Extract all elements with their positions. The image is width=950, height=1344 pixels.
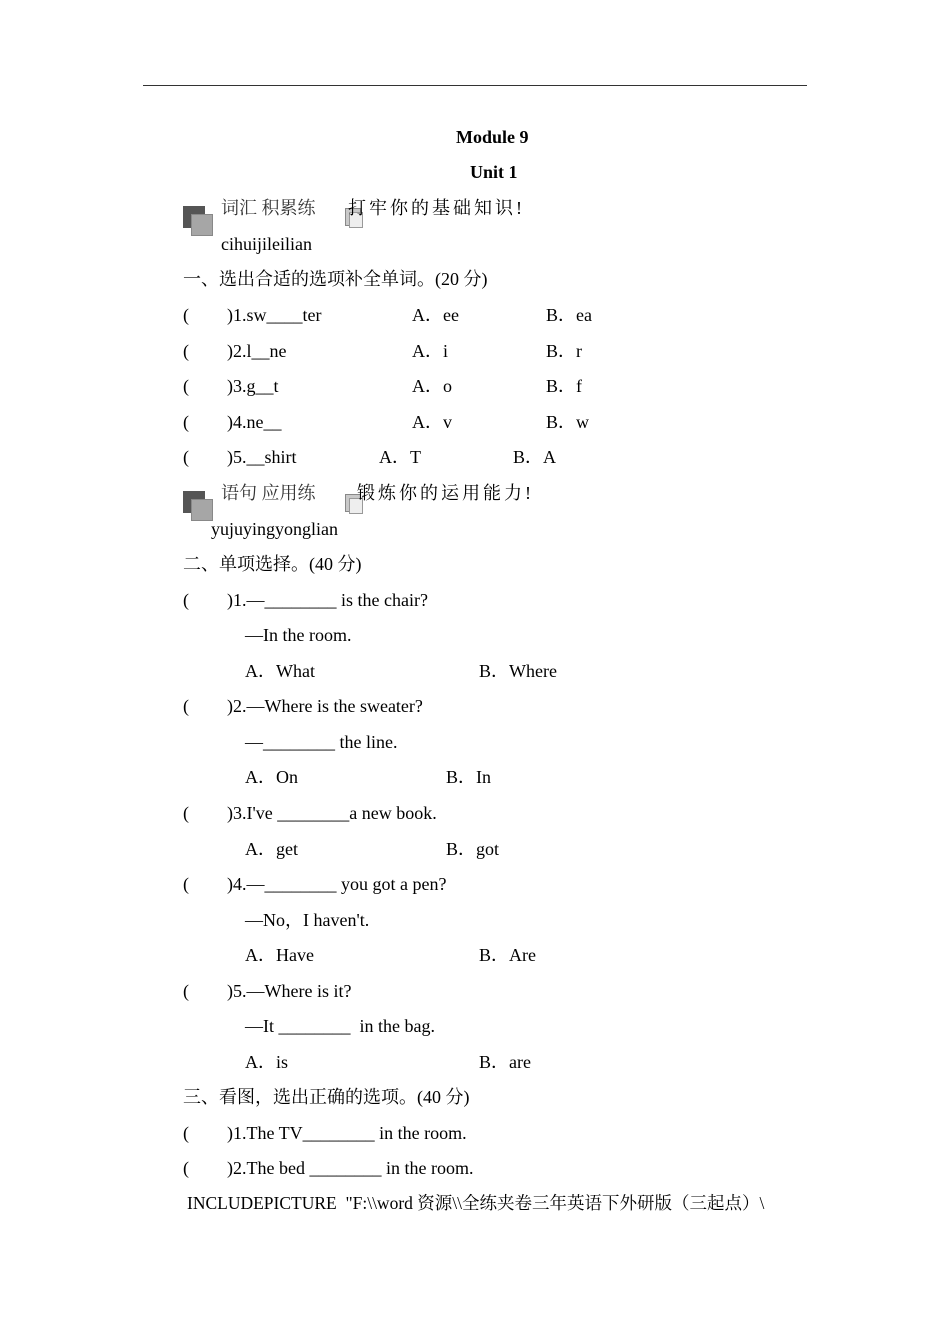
- question-text: )4.ne__: [227, 412, 282, 432]
- section-vocab-pinyin: cihuijileilian: [221, 234, 312, 254]
- part2-title: 二、单项选择。(40 分): [183, 554, 362, 574]
- option-a: A．v: [412, 412, 452, 432]
- section-badge-icon: [183, 206, 213, 236]
- header-rule: [143, 85, 807, 86]
- answer-paren: (: [183, 412, 189, 432]
- question-text: )2.l__ne: [227, 341, 287, 361]
- option-a: A．i: [412, 341, 448, 361]
- question-text: )1.The TV________ in the room.: [227, 1123, 467, 1143]
- reply-text: —It ________ in the bag.: [245, 1016, 435, 1036]
- option-a: A．On: [245, 767, 298, 787]
- section-sentence-pinyin: yujuyingyonglian: [211, 519, 338, 539]
- question-text: )1.—________ is the chair?: [227, 590, 428, 610]
- option-b: B．r: [546, 341, 582, 361]
- reply-text: —________ the line.: [245, 732, 398, 752]
- option-a: A．is: [245, 1052, 289, 1072]
- option-a: A．ee: [412, 305, 459, 325]
- section-vocab-slogan: 打牢你的基础知识!: [348, 198, 525, 218]
- option-a: A．Have: [245, 945, 314, 965]
- include-picture-field: INCLUDEPICTURE "F:\\word 资源\\全练夹卷三年英语下外研版（三起点）\: [187, 1193, 765, 1213]
- answer-paren: (: [183, 305, 189, 325]
- option-a: A．o: [412, 376, 452, 396]
- question-text: )3.I've ________a new book.: [227, 803, 437, 823]
- section-sentence-label: 语句 应用练: [221, 483, 316, 503]
- section-vocab-label: 词汇 积累练: [221, 198, 316, 218]
- option-b: B．got: [446, 839, 500, 859]
- option-a: A．T: [379, 447, 421, 467]
- option-b: B．Where: [479, 661, 557, 681]
- reply-text: —In the room.: [245, 625, 352, 645]
- reply-text: —No，I haven't.: [245, 910, 370, 930]
- answer-paren: (: [183, 874, 189, 894]
- option-a: A．get: [245, 839, 298, 859]
- section-sentence-slogan: 锻炼你的运用能力!: [357, 483, 534, 503]
- answer-paren: (: [183, 447, 189, 467]
- option-b: B．w: [546, 412, 590, 432]
- answer-paren: (: [183, 376, 189, 396]
- answer-paren: (: [183, 696, 189, 716]
- option-b: B．Are: [479, 945, 536, 965]
- unit-title: Unit 1: [470, 162, 518, 182]
- answer-paren: (: [183, 981, 189, 1001]
- option-b: B．f: [546, 376, 582, 396]
- answer-paren: (: [183, 590, 189, 610]
- question-text: )1.sw____ter: [227, 305, 322, 325]
- part1-title: 一、选出合适的选项补全单词。(20 分): [183, 269, 488, 289]
- question-text: )5.__shirt: [227, 447, 297, 467]
- option-b: B．ea: [546, 305, 592, 325]
- question-text: )4.—________ you got a pen?: [227, 874, 447, 894]
- answer-paren: (: [183, 1123, 189, 1143]
- option-a: A．What: [245, 661, 315, 681]
- option-b: B．A: [513, 447, 557, 467]
- module-title: Module 9: [456, 127, 529, 147]
- question-text: )2.The bed ________ in the room.: [227, 1158, 474, 1178]
- option-b: B．are: [479, 1052, 531, 1072]
- question-text: )2.—Where is the sweater?: [227, 696, 423, 716]
- part3-title: 三、看图，选出正确的选项。(40 分): [183, 1087, 470, 1107]
- answer-paren: (: [183, 1158, 189, 1178]
- answer-paren: (: [183, 803, 189, 823]
- question-text: )3.g__t: [227, 376, 279, 396]
- answer-paren: (: [183, 341, 189, 361]
- question-text: )5.—Where is it?: [227, 981, 352, 1001]
- section-badge-icon: [183, 491, 213, 521]
- option-b: B．In: [446, 767, 491, 787]
